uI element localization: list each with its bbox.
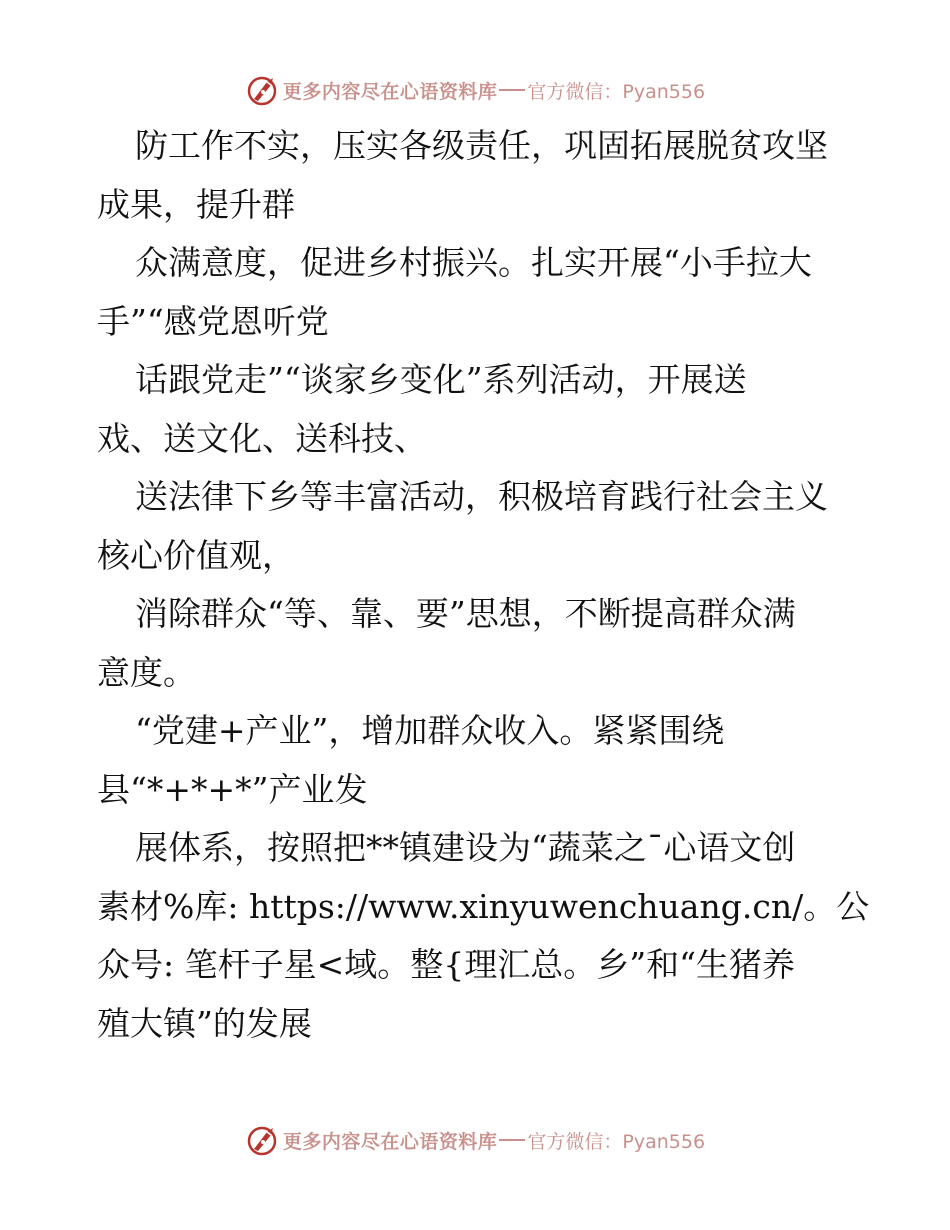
body-line: 手”“感党恩听党 <box>97 302 329 341</box>
banner-main-text: 更多内容尽在心语资料库 <box>282 1130 498 1153</box>
banner-dash <box>499 1139 525 1141</box>
body-line: 众号: 笔杆子星<域。整{理汇总。乡”和“生猪养 <box>97 945 795 984</box>
banner-wechat-text: 官方微信：Pyan556 <box>527 1130 706 1153</box>
body-line: 展体系，按照把**镇建设为“蔬菜之¯心语文创 <box>135 828 796 867</box>
banner-main-text: 更多内容尽在心语资料库 <box>282 80 498 103</box>
body-line: 殖大镇”的发展 <box>97 1004 312 1043</box>
footer-watermark-banner <box>0 1120 950 1160</box>
pen-logo-icon <box>245 1122 281 1158</box>
body-line: 成果，提升群 <box>97 185 295 224</box>
header-watermark-banner <box>0 70 950 110</box>
body-line: 话跟党走”“谈家乡变化”系列活动，开展送 <box>135 360 747 399</box>
body-line: 消除群众“等、靠、要”思想，不断提高群众满 <box>135 594 796 633</box>
banner-wechat-text: 官方微信：Pyan556 <box>527 80 706 103</box>
body-line: 防工作不实，压实各级责任，巩固拓展脱贫攻坚 <box>135 126 828 165</box>
body-line: “党建+产业”，增加群众收入。紧紧围绕 <box>135 711 725 750</box>
body-line: 戏、送文化、送科技、 <box>97 419 427 458</box>
body-line: 核心价值观， <box>97 536 295 575</box>
body-line: 县“*+*+*”产业发 <box>97 770 368 809</box>
body-line: 意度。 <box>97 653 196 692</box>
body-line: 众满意度，促进乡村振兴。扎实开展“小手拉大 <box>135 243 812 282</box>
body-line: 送法律下乡等丰富活动，积极培育践行社会主义 <box>135 477 828 516</box>
banner-dash <box>499 89 525 91</box>
body-line: 素材%库: https://www.xinyuwenchuang.cn/。公 <box>97 887 870 926</box>
pen-logo-icon <box>245 72 281 108</box>
